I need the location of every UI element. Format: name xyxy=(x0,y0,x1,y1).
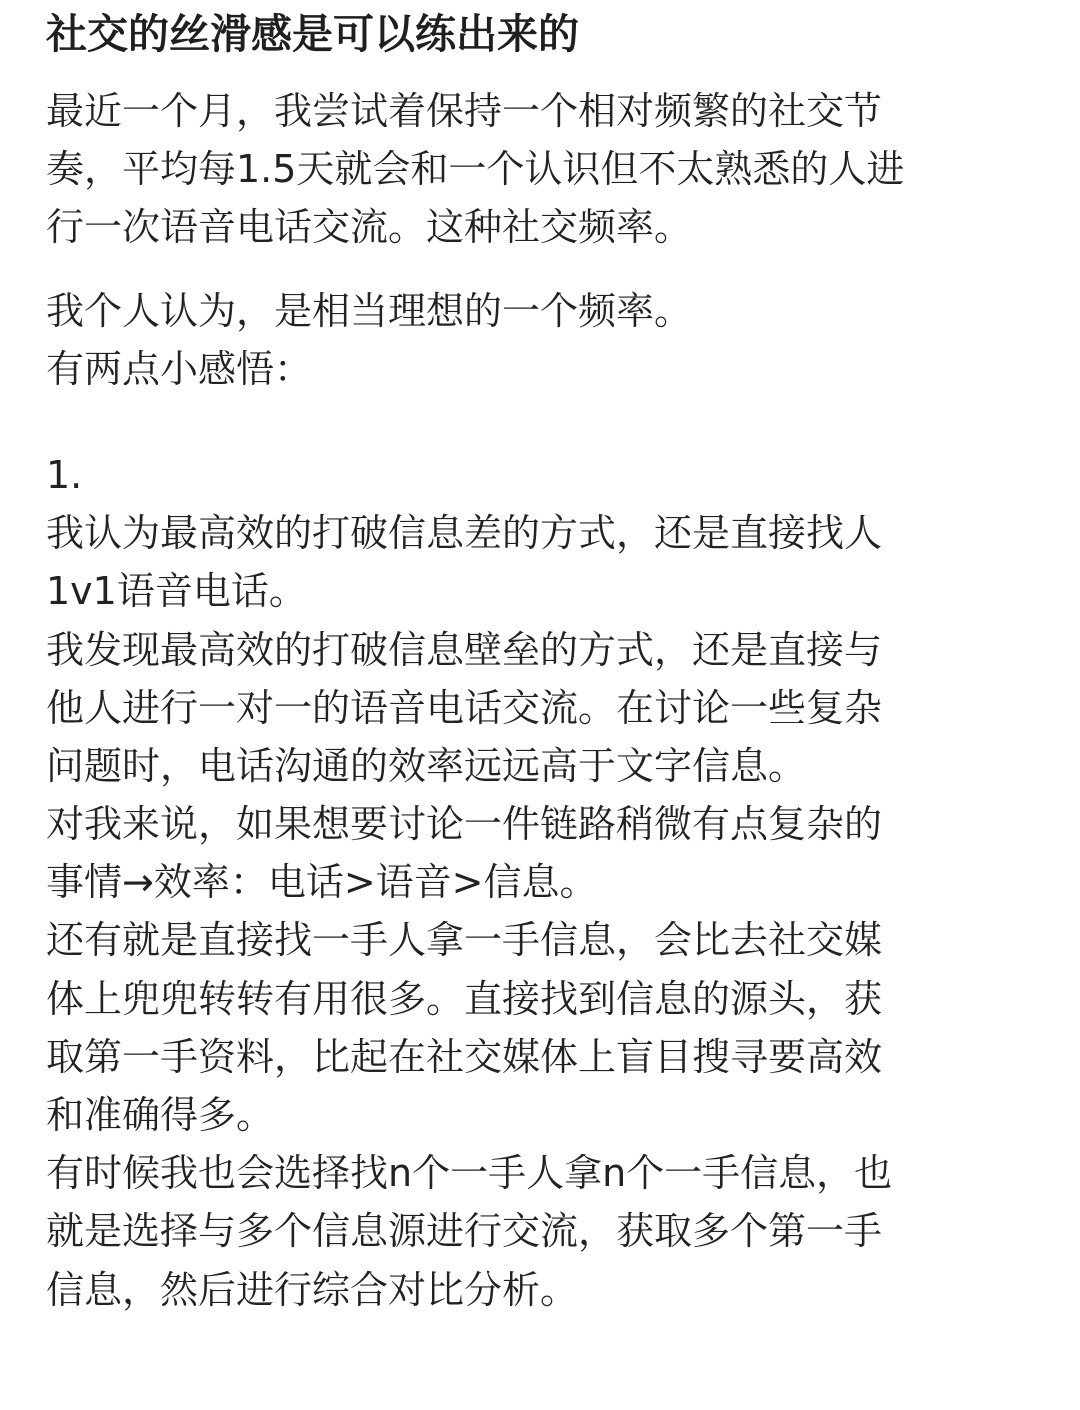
paragraph-line: 有时候我也会选择找n个一手人拿n个一手信息，也 xyxy=(46,1151,893,1196)
paragraph-line: 1v1语音电话。 xyxy=(46,569,307,614)
paragraph-line: 取第一手资料，比起在社交媒体上盲目搜寻要高效 xyxy=(46,1034,883,1079)
paragraph-line: 他人进行一对一的语音电话交流。在讨论一些复杂 xyxy=(46,685,883,730)
paragraph-line: 奏，平均每1.5天就会和一个认识但不太熟悉的人进 xyxy=(46,147,905,192)
paragraph-line: 我发现最高效的打破信息壁垒的方式，还是直接与 xyxy=(46,627,883,672)
post-title: 社交的丝滑感是可以练出来的 xyxy=(46,10,579,58)
paragraph-line: 最近一个月，我尝试着保持一个相对频繁的社交节 xyxy=(46,89,883,133)
paragraph-line: 体上兜兜转转有用很多。直接找到信息的源头，获 xyxy=(46,976,883,1021)
paragraph-line: 事情→效率：电话>语音>信息。 xyxy=(46,860,598,905)
paragraph-line: 问题时，电话沟通的效率远远高于文字信息。 xyxy=(46,743,807,788)
paragraph-line: 我认为最高效的打破信息差的方式，还是直接找人 xyxy=(46,511,883,556)
paragraph-line: 行一次语音电话交流。这种社交频率。 xyxy=(46,205,693,250)
list-number: 1. xyxy=(46,452,83,497)
paragraph-line: 就是选择与多个信息源进行交流，获取多个第一手 xyxy=(46,1209,883,1254)
paragraph-line: 对我来说，如果想要讨论一件链路稍微有点复杂的 xyxy=(46,802,883,847)
paragraph-line: 还有就是直接找一手人拿一手信息，会比去社交媒 xyxy=(46,918,883,963)
paragraph-line: 有两点小感悟： xyxy=(46,346,313,391)
paragraph-line: 信息，然后进行综合对比分析。 xyxy=(46,1267,579,1312)
paragraph-line: 和准确得多。 xyxy=(46,1093,275,1137)
paragraph-line: 我个人认为，是相当理想的一个频率。 xyxy=(46,288,693,333)
paragraph-spacer xyxy=(46,398,1034,446)
post-body xyxy=(46,82,1034,1319)
paragraph-spacer xyxy=(46,257,1034,282)
